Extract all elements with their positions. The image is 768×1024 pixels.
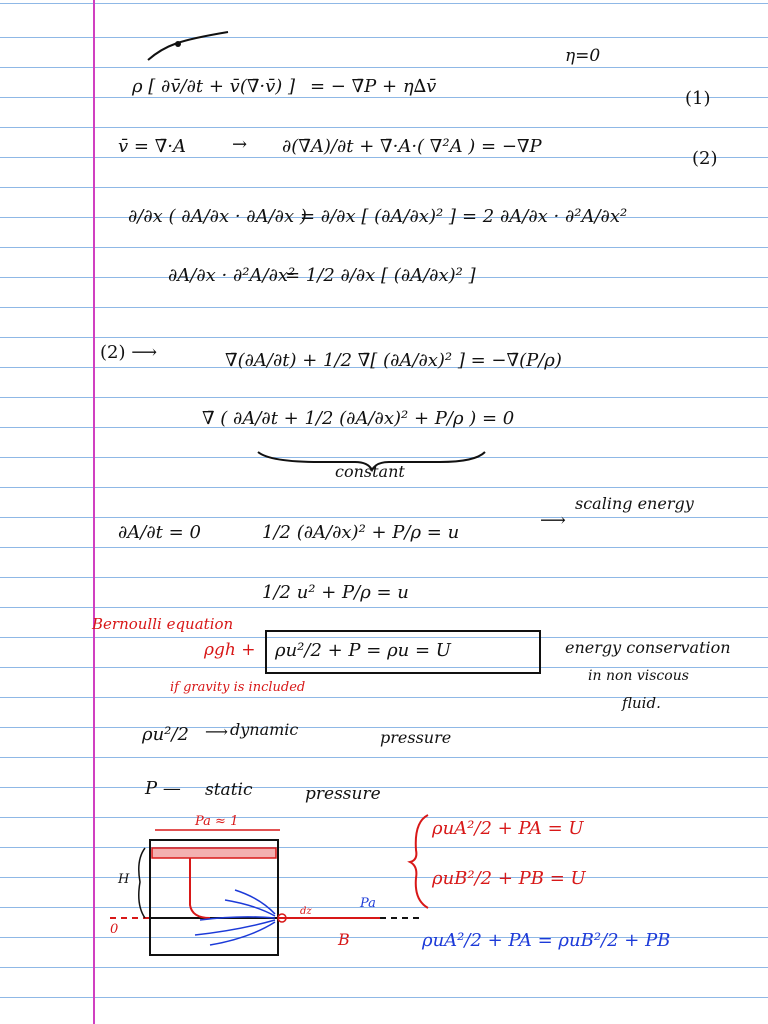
eq2-body: ∂(∇̄A)/∂t + ∇̄·A·( ∇²A ) = −∇P [282, 136, 542, 157]
non-viscous: in non viscous [588, 668, 689, 684]
identity-line2-lhs: ∂A/∂x · ∂²A/∂x² [168, 265, 296, 286]
dynamic-label2: pressure [380, 728, 452, 747]
eta-note: η=0 [565, 46, 601, 66]
dynamic-arrow: ⟶ [205, 722, 228, 741]
h-label: H [118, 872, 130, 887]
steady-arrow: ⟶ [540, 510, 566, 531]
steady-eqB: 1/2 u² + P/ρ = u [262, 582, 409, 603]
eq2-def: v̄ = ∇̄·A [118, 136, 186, 157]
gravity-term: ρgh + [204, 640, 256, 660]
step2-gradient-eq: ∇̄ ( ∂A/∂t + 1/2 (∂A/∂x)² + P/ρ ) = 0 [202, 408, 515, 429]
energy-conservation: energy conservation [565, 638, 731, 657]
eq1-tag: (1) [685, 88, 711, 109]
eq1-rhs: = − ∇̄P + η∆v̄ [310, 76, 437, 97]
identity-line1-lhs: ∂/∂x ( ∂A/∂x · ∂A/∂x ) [128, 206, 307, 227]
eq2-tag: (2) [692, 148, 718, 169]
fluid-label: fluid. [622, 694, 661, 712]
constant-label: constant [335, 462, 405, 481]
pa-top-label: Pa ≈ 1 [195, 814, 239, 829]
eq1-lhs: ρ [ ∂v̄/∂t + v̄(∇̄·v̄) ] [132, 76, 296, 97]
static-label: static [205, 780, 253, 800]
eq2-arrow: → [232, 134, 248, 155]
dynamic-label: dynamic [230, 720, 299, 739]
final-equation: ρuA²/2 + PA = ρuB²/2 + PB [422, 930, 671, 951]
static-label2: pressure [305, 784, 381, 804]
step2-label: (2) ⟶ [100, 342, 158, 363]
dynamic-term: ρu²/2 [142, 724, 189, 745]
identity-line1-rhs: = 2 ∂A/∂x · ∂²A/∂x² [462, 206, 628, 227]
gravity-note: if gravity is included [170, 680, 306, 695]
bernoulli-boxed-eq: ρu²/2 + P = ρu = U [275, 640, 451, 661]
dz-label: dz [300, 906, 312, 917]
scaling-energy-note: scaling energy [575, 494, 694, 513]
system-eqB: ρuB²/2 + PB = U [432, 868, 586, 889]
zero-label: 0 [110, 922, 119, 937]
bernoulli-title: Bernoulli equation [92, 615, 234, 633]
pa-right-label: Pa [360, 896, 376, 911]
system-eqA: ρuA²/2 + PA = U [432, 818, 584, 839]
steady-condition: ∂A/∂t = 0 [118, 522, 201, 543]
identity-line1-mid: = ∂/∂x [ (∂A/∂x)² ] [300, 206, 456, 227]
steady-eqA: 1/2 (∂A/∂x)² + P/ρ = u [262, 522, 460, 543]
static-term: P — [145, 778, 181, 799]
b-label: B [338, 930, 350, 949]
step2-body: ∇̄(∂A/∂t) + 1/2 ∇̄[ (∂A/∂x)² ] = −∇̄(P/ρ) [225, 350, 562, 371]
identity-line2-rhs: = 1/2 ∂/∂x [ (∂A/∂x)² ] [285, 265, 476, 286]
